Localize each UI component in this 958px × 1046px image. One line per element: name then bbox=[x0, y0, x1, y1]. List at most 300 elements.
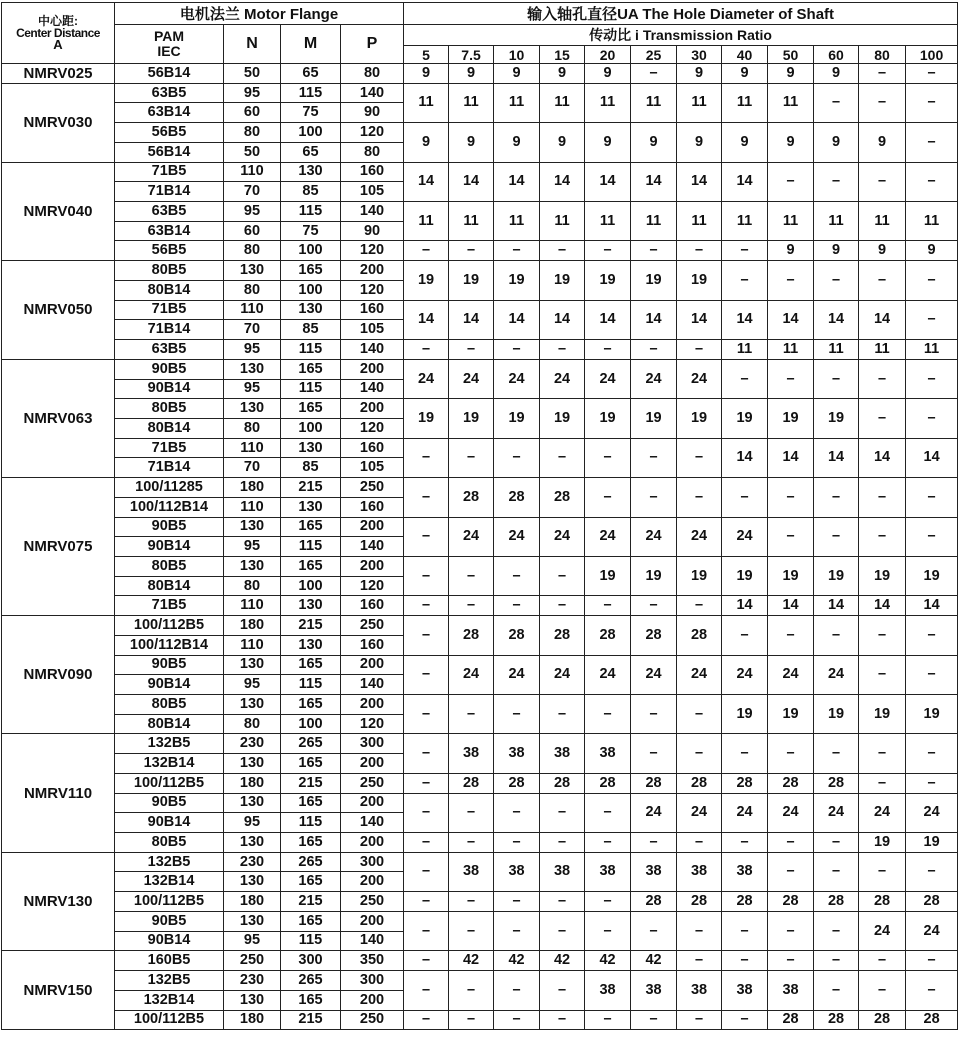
shaft-diameter-cell: 14 bbox=[631, 300, 677, 339]
flange-cell: 71B5 bbox=[115, 596, 224, 616]
m-cell: 85 bbox=[281, 182, 341, 202]
shaft-diameter-cell: 28 bbox=[814, 1010, 859, 1030]
shaft-diameter-cell: 38 bbox=[631, 971, 677, 1010]
flange-cell: 100/112B14 bbox=[115, 497, 224, 517]
n-cell: 95 bbox=[224, 340, 281, 360]
shaft-diameter-cell: – bbox=[906, 300, 958, 339]
flange-cell: 80B14 bbox=[115, 576, 224, 596]
shaft-diameter-cell: – bbox=[859, 971, 906, 1010]
table-row bbox=[2, 892, 958, 912]
shaft-diameter-cell: 11 bbox=[494, 83, 540, 122]
shaft-diameter-cell: – bbox=[768, 261, 814, 300]
shaft-diameter-cell: 42 bbox=[449, 951, 494, 971]
shaft-diameter-cell: 42 bbox=[540, 951, 585, 971]
flange-cell: 90B14 bbox=[115, 537, 224, 557]
ratio-header-cell: 100 bbox=[906, 46, 958, 64]
shaft-diameter-cell: – bbox=[859, 162, 906, 201]
shaft-diameter-cell: – bbox=[631, 833, 677, 853]
model-cell: NMRV075 bbox=[2, 478, 115, 616]
p-cell: 350 bbox=[341, 951, 404, 971]
shaft-diameter-cell: 42 bbox=[494, 951, 540, 971]
shaft-diameter-cell: – bbox=[494, 438, 540, 477]
flange-cell: 63B5 bbox=[115, 83, 224, 103]
m-cell: 75 bbox=[281, 103, 341, 123]
m-cell: 115 bbox=[281, 379, 341, 399]
shaft-diameter-cell: – bbox=[906, 773, 958, 793]
shaft-diameter-cell: – bbox=[906, 399, 958, 438]
shaft-diameter-cell: 19 bbox=[814, 695, 859, 734]
m-cell: 115 bbox=[281, 83, 341, 103]
p-cell: 200 bbox=[341, 754, 404, 774]
shaft-diameter-cell: 19 bbox=[677, 556, 722, 595]
shaft-diameter-cell: – bbox=[585, 833, 631, 853]
shaft-diameter-cell: 19 bbox=[631, 261, 677, 300]
m-cell: 165 bbox=[281, 655, 341, 675]
shaft-diameter-cell: – bbox=[540, 911, 585, 950]
shaft-diameter-cell: 28 bbox=[449, 478, 494, 517]
shaft-diameter-cell: 14 bbox=[540, 162, 585, 201]
shaft-diameter-cell: 14 bbox=[722, 438, 768, 477]
shaft-diameter-cell: 9 bbox=[859, 123, 906, 162]
table-row bbox=[2, 773, 958, 793]
shaft-diameter-cell: 14 bbox=[814, 596, 859, 616]
shaft-diameter-cell: 11 bbox=[404, 202, 449, 241]
shaft-diameter-cell: – bbox=[814, 478, 859, 517]
p-cell: 160 bbox=[341, 596, 404, 616]
shaft-diameter-cell: 11 bbox=[722, 202, 768, 241]
shaft-diameter-cell: 19 bbox=[906, 833, 958, 853]
ratio-header-cell: 60 bbox=[814, 46, 859, 64]
table-row bbox=[2, 517, 958, 537]
shaft-diameter-cell: – bbox=[404, 1010, 449, 1030]
shaft-diameter-cell: 14 bbox=[768, 596, 814, 616]
shaft-diameter-cell: 24 bbox=[859, 793, 906, 832]
shaft-diameter-cell: 14 bbox=[906, 438, 958, 477]
shaft-diameter-cell: – bbox=[494, 793, 540, 832]
n-cell: 130 bbox=[224, 872, 281, 892]
model-cell: NMRV150 bbox=[2, 951, 115, 1030]
shaft-diameter-cell: – bbox=[814, 852, 859, 891]
shaft-diameter-cell: 24 bbox=[449, 359, 494, 398]
pam-iec-header bbox=[115, 25, 224, 64]
p-cell: 160 bbox=[341, 497, 404, 517]
model-cell: NMRV050 bbox=[2, 261, 115, 360]
flange-cell: 132B5 bbox=[115, 852, 224, 872]
shaft-diameter-cell: 28 bbox=[631, 773, 677, 793]
shaft-diameter-cell: 24 bbox=[722, 793, 768, 832]
m-cell: 100 bbox=[281, 280, 341, 300]
n-cell: 130 bbox=[224, 655, 281, 675]
shaft-diameter-cell: – bbox=[768, 833, 814, 853]
shaft-diameter-cell: 28 bbox=[585, 616, 631, 655]
shaft-diameter-cell: 24 bbox=[677, 517, 722, 556]
m-cell: 85 bbox=[281, 458, 341, 478]
m-cell: 130 bbox=[281, 635, 341, 655]
shaft-diameter-cell: – bbox=[494, 695, 540, 734]
table-row bbox=[2, 399, 958, 419]
shaft-diameter-cell: – bbox=[404, 773, 449, 793]
ratio-header-cell: 20 bbox=[585, 46, 631, 64]
shaft-diameter-cell: – bbox=[449, 695, 494, 734]
shaft-diameter-cell: 38 bbox=[585, 734, 631, 773]
table-row bbox=[2, 655, 958, 675]
p-cell: 200 bbox=[341, 911, 404, 931]
shaft-diameter-cell: – bbox=[859, 655, 906, 694]
shaft-diameter-cell: 9 bbox=[404, 64, 449, 84]
shaft-diameter-cell: 24 bbox=[906, 793, 958, 832]
shaft-diameter-cell: 11 bbox=[906, 202, 958, 241]
m-cell: 265 bbox=[281, 971, 341, 991]
n-cell: 130 bbox=[224, 833, 281, 853]
shaft-diameter-cell: – bbox=[585, 1010, 631, 1030]
shaft-diameter-cell: – bbox=[404, 833, 449, 853]
flange-cell: 71B5 bbox=[115, 162, 224, 182]
n-cell: 130 bbox=[224, 793, 281, 813]
n-cell: 130 bbox=[224, 911, 281, 931]
shaft-diameter-cell: 14 bbox=[768, 300, 814, 339]
shaft-diameter-cell: 24 bbox=[494, 655, 540, 694]
shaft-diameter-cell: 42 bbox=[631, 951, 677, 971]
shaft-diameter-cell: – bbox=[540, 556, 585, 595]
shaft-diameter-cell: – bbox=[859, 734, 906, 773]
ratio-header-cell: 15 bbox=[540, 46, 585, 64]
shaft-diameter-cell: 28 bbox=[859, 1010, 906, 1030]
shaft-diameter-cell: 9 bbox=[722, 123, 768, 162]
shaft-diameter-cell: – bbox=[585, 892, 631, 912]
flange-cell: 80B5 bbox=[115, 695, 224, 715]
shaft-diameter-cell: 19 bbox=[449, 399, 494, 438]
p-cell: 140 bbox=[341, 537, 404, 557]
m-cell: 115 bbox=[281, 202, 341, 222]
flange-cell: 90B14 bbox=[115, 379, 224, 399]
shaft-diameter-cell: 19 bbox=[906, 695, 958, 734]
n-cell: 110 bbox=[224, 497, 281, 517]
shaft-diameter-cell: 24 bbox=[906, 911, 958, 950]
ratio-header-cell: 30 bbox=[677, 46, 722, 64]
shaft-diameter-cell: – bbox=[404, 892, 449, 912]
m-cell: 215 bbox=[281, 616, 341, 636]
shaft-diameter-cell: 24 bbox=[449, 655, 494, 694]
shaft-diameter-cell: 9 bbox=[449, 64, 494, 84]
shaft-diameter-cell: – bbox=[449, 911, 494, 950]
n-cell: 95 bbox=[224, 675, 281, 695]
shaft-diameter-cell: – bbox=[768, 162, 814, 201]
transmission-ratio-header: 传动比 i Transmission Ratio bbox=[404, 25, 958, 46]
shaft-diameter-cell: 28 bbox=[449, 773, 494, 793]
p-cell: 250 bbox=[341, 892, 404, 912]
shaft-diameter-cell: – bbox=[494, 556, 540, 595]
table-row bbox=[2, 300, 958, 320]
shaft-diameter-cell: 14 bbox=[631, 162, 677, 201]
shaft-diameter-cell: – bbox=[677, 695, 722, 734]
shaft-diameter-cell: – bbox=[814, 951, 859, 971]
shaft-diameter-cell: – bbox=[859, 399, 906, 438]
shaft-diameter-cell: 14 bbox=[404, 162, 449, 201]
shaft-diameter-cell: – bbox=[677, 734, 722, 773]
p-cell: 300 bbox=[341, 971, 404, 991]
shaft-diameter-cell: 24 bbox=[540, 359, 585, 398]
p-cell: 200 bbox=[341, 517, 404, 537]
shaft-diameter-cell: 38 bbox=[585, 971, 631, 1010]
n-cell: 180 bbox=[224, 892, 281, 912]
table-row bbox=[2, 833, 958, 853]
n-cell: 80 bbox=[224, 280, 281, 300]
shaft-diameter-cell: 11 bbox=[768, 340, 814, 360]
flange-cell: 80B14 bbox=[115, 418, 224, 438]
flange-cell: 63B5 bbox=[115, 202, 224, 222]
shaft-diameter-cell: 19 bbox=[631, 556, 677, 595]
n-cell: 230 bbox=[224, 971, 281, 991]
shaft-diameter-cell: – bbox=[722, 359, 768, 398]
shaft-diameter-cell: – bbox=[585, 911, 631, 950]
ratio-header-cell: 40 bbox=[722, 46, 768, 64]
n-cell: 80 bbox=[224, 123, 281, 143]
table-row bbox=[2, 162, 958, 182]
shaft-diameter-cell: – bbox=[906, 517, 958, 556]
n-cell: 130 bbox=[224, 754, 281, 774]
p-cell: 120 bbox=[341, 123, 404, 143]
table-row bbox=[2, 951, 958, 971]
shaft-diameter-cell: 28 bbox=[494, 773, 540, 793]
shaft-diameter-cell: 19 bbox=[859, 833, 906, 853]
n-cell: 130 bbox=[224, 517, 281, 537]
table-body bbox=[2, 64, 958, 1030]
shaft-diameter-cell: – bbox=[677, 478, 722, 517]
shaft-diameter-cell: – bbox=[814, 911, 859, 950]
table-row bbox=[2, 64, 958, 84]
n-cell: 60 bbox=[224, 221, 281, 241]
shaft-diameter-cell: 38 bbox=[494, 852, 540, 891]
m-cell: 165 bbox=[281, 833, 341, 853]
n-cell: 250 bbox=[224, 951, 281, 971]
table-row bbox=[2, 261, 958, 281]
p-cell: 200 bbox=[341, 399, 404, 419]
shaft-diameter-cell: – bbox=[859, 616, 906, 655]
shaft-diameter-cell: – bbox=[494, 833, 540, 853]
p-cell: 160 bbox=[341, 300, 404, 320]
p-header: P bbox=[341, 25, 404, 64]
shaft-diameter-cell: 28 bbox=[906, 892, 958, 912]
shaft-diameter-cell: 14 bbox=[677, 162, 722, 201]
m-cell: 115 bbox=[281, 931, 341, 951]
shaft-diameter-cell: 28 bbox=[768, 1010, 814, 1030]
shaft-diameter-cell: 24 bbox=[722, 517, 768, 556]
shaft-diameter-cell: 28 bbox=[677, 616, 722, 655]
m-cell: 215 bbox=[281, 1010, 341, 1030]
table-row bbox=[2, 1010, 958, 1030]
n-cell: 95 bbox=[224, 202, 281, 222]
flange-cell: 80B5 bbox=[115, 556, 224, 576]
shaft-diameter-cell: – bbox=[722, 241, 768, 261]
m-cell: 165 bbox=[281, 359, 341, 379]
m-cell: 100 bbox=[281, 123, 341, 143]
flange-cell: 90B5 bbox=[115, 911, 224, 931]
shaft-diameter-cell: – bbox=[404, 852, 449, 891]
shaft-diameter-cell: 19 bbox=[677, 261, 722, 300]
p-cell: 120 bbox=[341, 714, 404, 734]
shaft-diameter-cell: – bbox=[631, 695, 677, 734]
model-cell: NMRV025 bbox=[2, 64, 115, 84]
m-cell: 130 bbox=[281, 300, 341, 320]
shaft-diameter-cell: 28 bbox=[722, 892, 768, 912]
m-cell: 165 bbox=[281, 517, 341, 537]
table-header bbox=[2, 3, 958, 64]
shaft-diameter-cell: – bbox=[859, 83, 906, 122]
shaft-diameter-cell: 9 bbox=[906, 241, 958, 261]
center-distance-a: A bbox=[53, 37, 63, 52]
shaft-diameter-cell: – bbox=[404, 734, 449, 773]
p-cell: 300 bbox=[341, 734, 404, 754]
shaft-diameter-cell: – bbox=[404, 695, 449, 734]
ratio-header-cell: 80 bbox=[859, 46, 906, 64]
shaft-diameter-cell: 14 bbox=[859, 438, 906, 477]
shaft-diameter-cell: 9 bbox=[631, 123, 677, 162]
shaft-diameter-cell: – bbox=[449, 340, 494, 360]
shaft-diameter-cell: – bbox=[449, 438, 494, 477]
flange-cell: 90B5 bbox=[115, 793, 224, 813]
flange-cell: 56B14 bbox=[115, 142, 224, 162]
m-cell: 165 bbox=[281, 793, 341, 813]
shaft-diameter-cell: – bbox=[906, 951, 958, 971]
shaft-diameter-cell: 38 bbox=[631, 852, 677, 891]
table-row bbox=[2, 83, 958, 103]
n-cell: 70 bbox=[224, 320, 281, 340]
n-cell: 95 bbox=[224, 931, 281, 951]
shaft-diameter-cell: 9 bbox=[768, 64, 814, 84]
flange-cell: 80B14 bbox=[115, 714, 224, 734]
shaft-diameter-cell: 14 bbox=[494, 300, 540, 339]
flange-cell: 100/112B14 bbox=[115, 635, 224, 655]
shaft-diameter-cell: – bbox=[768, 616, 814, 655]
shaft-diameter-cell: 14 bbox=[540, 300, 585, 339]
p-cell: 105 bbox=[341, 458, 404, 478]
m-cell: 165 bbox=[281, 754, 341, 774]
shaft-diameter-table bbox=[1, 2, 958, 1030]
n-cell: 180 bbox=[224, 773, 281, 793]
shaft-diameter-cell: – bbox=[768, 359, 814, 398]
ratio-header-cell: 5 bbox=[404, 46, 449, 64]
shaft-diameter-cell: – bbox=[449, 1010, 494, 1030]
shaft-diameter-cell: – bbox=[859, 951, 906, 971]
shaft-diameter-cell: – bbox=[677, 340, 722, 360]
shaft-diameter-cell: 24 bbox=[814, 793, 859, 832]
p-cell: 200 bbox=[341, 872, 404, 892]
center-distance-cn: 中心距: bbox=[38, 14, 78, 28]
m-cell: 215 bbox=[281, 892, 341, 912]
shaft-diameter-cell: – bbox=[906, 734, 958, 773]
p-cell: 80 bbox=[341, 64, 404, 84]
model-cell: NMRV030 bbox=[2, 83, 115, 162]
p-cell: 140 bbox=[341, 83, 404, 103]
shaft-diameter-cell: 14 bbox=[906, 596, 958, 616]
ratio-header-cell: 25 bbox=[631, 46, 677, 64]
flange-cell: 56B5 bbox=[115, 241, 224, 261]
p-cell: 120 bbox=[341, 280, 404, 300]
shaft-diameter-cell: 24 bbox=[631, 359, 677, 398]
n-cell: 95 bbox=[224, 537, 281, 557]
shaft-diameter-cell: 38 bbox=[449, 734, 494, 773]
p-cell: 140 bbox=[341, 931, 404, 951]
m-cell: 65 bbox=[281, 64, 341, 84]
table-row bbox=[2, 359, 958, 379]
flange-cell: 132B5 bbox=[115, 734, 224, 754]
shaft-diameter-cell: – bbox=[585, 793, 631, 832]
p-cell: 90 bbox=[341, 221, 404, 241]
p-cell: 120 bbox=[341, 241, 404, 261]
flange-cell: 63B5 bbox=[115, 340, 224, 360]
p-cell: 250 bbox=[341, 616, 404, 636]
flange-cell: 80B5 bbox=[115, 833, 224, 853]
shaft-diameter-cell: – bbox=[722, 911, 768, 950]
table-row bbox=[2, 438, 958, 458]
shaft-diameter-cell: – bbox=[768, 951, 814, 971]
shaft-diameter-cell: 28 bbox=[814, 773, 859, 793]
shaft-diameter-cell: – bbox=[768, 517, 814, 556]
shaft-diameter-cell: 11 bbox=[859, 340, 906, 360]
flange-cell: 90B14 bbox=[115, 813, 224, 833]
shaft-diameter-cell: – bbox=[722, 833, 768, 853]
shaft-diameter-cell: – bbox=[906, 162, 958, 201]
p-cell: 120 bbox=[341, 418, 404, 438]
shaft-diameter-cell: 19 bbox=[722, 695, 768, 734]
flange-cell: 160B5 bbox=[115, 951, 224, 971]
m-cell: 165 bbox=[281, 556, 341, 576]
shaft-diameter-cell: 11 bbox=[814, 202, 859, 241]
n-header: N bbox=[224, 25, 281, 64]
n-cell: 80 bbox=[224, 241, 281, 261]
shaft-diameter-cell: 11 bbox=[540, 83, 585, 122]
shaft-diameter-cell: 28 bbox=[585, 773, 631, 793]
motor-flange-header: 电机法兰 Motor Flange bbox=[115, 3, 404, 25]
shaft-diameter-cell: 14 bbox=[859, 300, 906, 339]
shaft-diameter-cell: 28 bbox=[540, 478, 585, 517]
shaft-diameter-cell: 38 bbox=[585, 852, 631, 891]
flange-cell: 63B14 bbox=[115, 221, 224, 241]
shaft-diameter-cell: 28 bbox=[768, 773, 814, 793]
shaft-diameter-cell: 9 bbox=[540, 64, 585, 84]
shaft-diameter-cell: 24 bbox=[585, 655, 631, 694]
p-cell: 200 bbox=[341, 261, 404, 281]
shaft-diameter-cell: 19 bbox=[814, 556, 859, 595]
m-cell: 265 bbox=[281, 852, 341, 872]
shaft-diameter-cell: – bbox=[540, 596, 585, 616]
flange-cell: 71B5 bbox=[115, 300, 224, 320]
p-cell: 200 bbox=[341, 833, 404, 853]
shaft-diameter-cell: – bbox=[631, 596, 677, 616]
shaft-diameter-cell: 19 bbox=[585, 261, 631, 300]
shaft-diameter-cell: 9 bbox=[677, 123, 722, 162]
shaft-diameter-cell: – bbox=[768, 852, 814, 891]
shaft-diameter-cell: 38 bbox=[722, 971, 768, 1010]
shaft-diameter-cell: 11 bbox=[631, 202, 677, 241]
m-cell: 165 bbox=[281, 990, 341, 1010]
shaft-diameter-cell: – bbox=[449, 833, 494, 853]
p-cell: 250 bbox=[341, 773, 404, 793]
shaft-diameter-cell: 24 bbox=[585, 359, 631, 398]
shaft-diameter-cell: – bbox=[631, 340, 677, 360]
shaft-diameter-cell: – bbox=[404, 655, 449, 694]
m-cell: 215 bbox=[281, 773, 341, 793]
shaft-diameter-cell: 24 bbox=[404, 359, 449, 398]
shaft-diameter-cell: 11 bbox=[814, 340, 859, 360]
shaft-diameter-cell: – bbox=[404, 793, 449, 832]
shaft-diameter-cell: 38 bbox=[540, 734, 585, 773]
shaft-diameter-cell: – bbox=[494, 596, 540, 616]
table-row bbox=[2, 556, 958, 576]
n-cell: 130 bbox=[224, 990, 281, 1010]
shaft-diameter-cell: 11 bbox=[585, 202, 631, 241]
shaft-diameter-cell: 11 bbox=[631, 83, 677, 122]
